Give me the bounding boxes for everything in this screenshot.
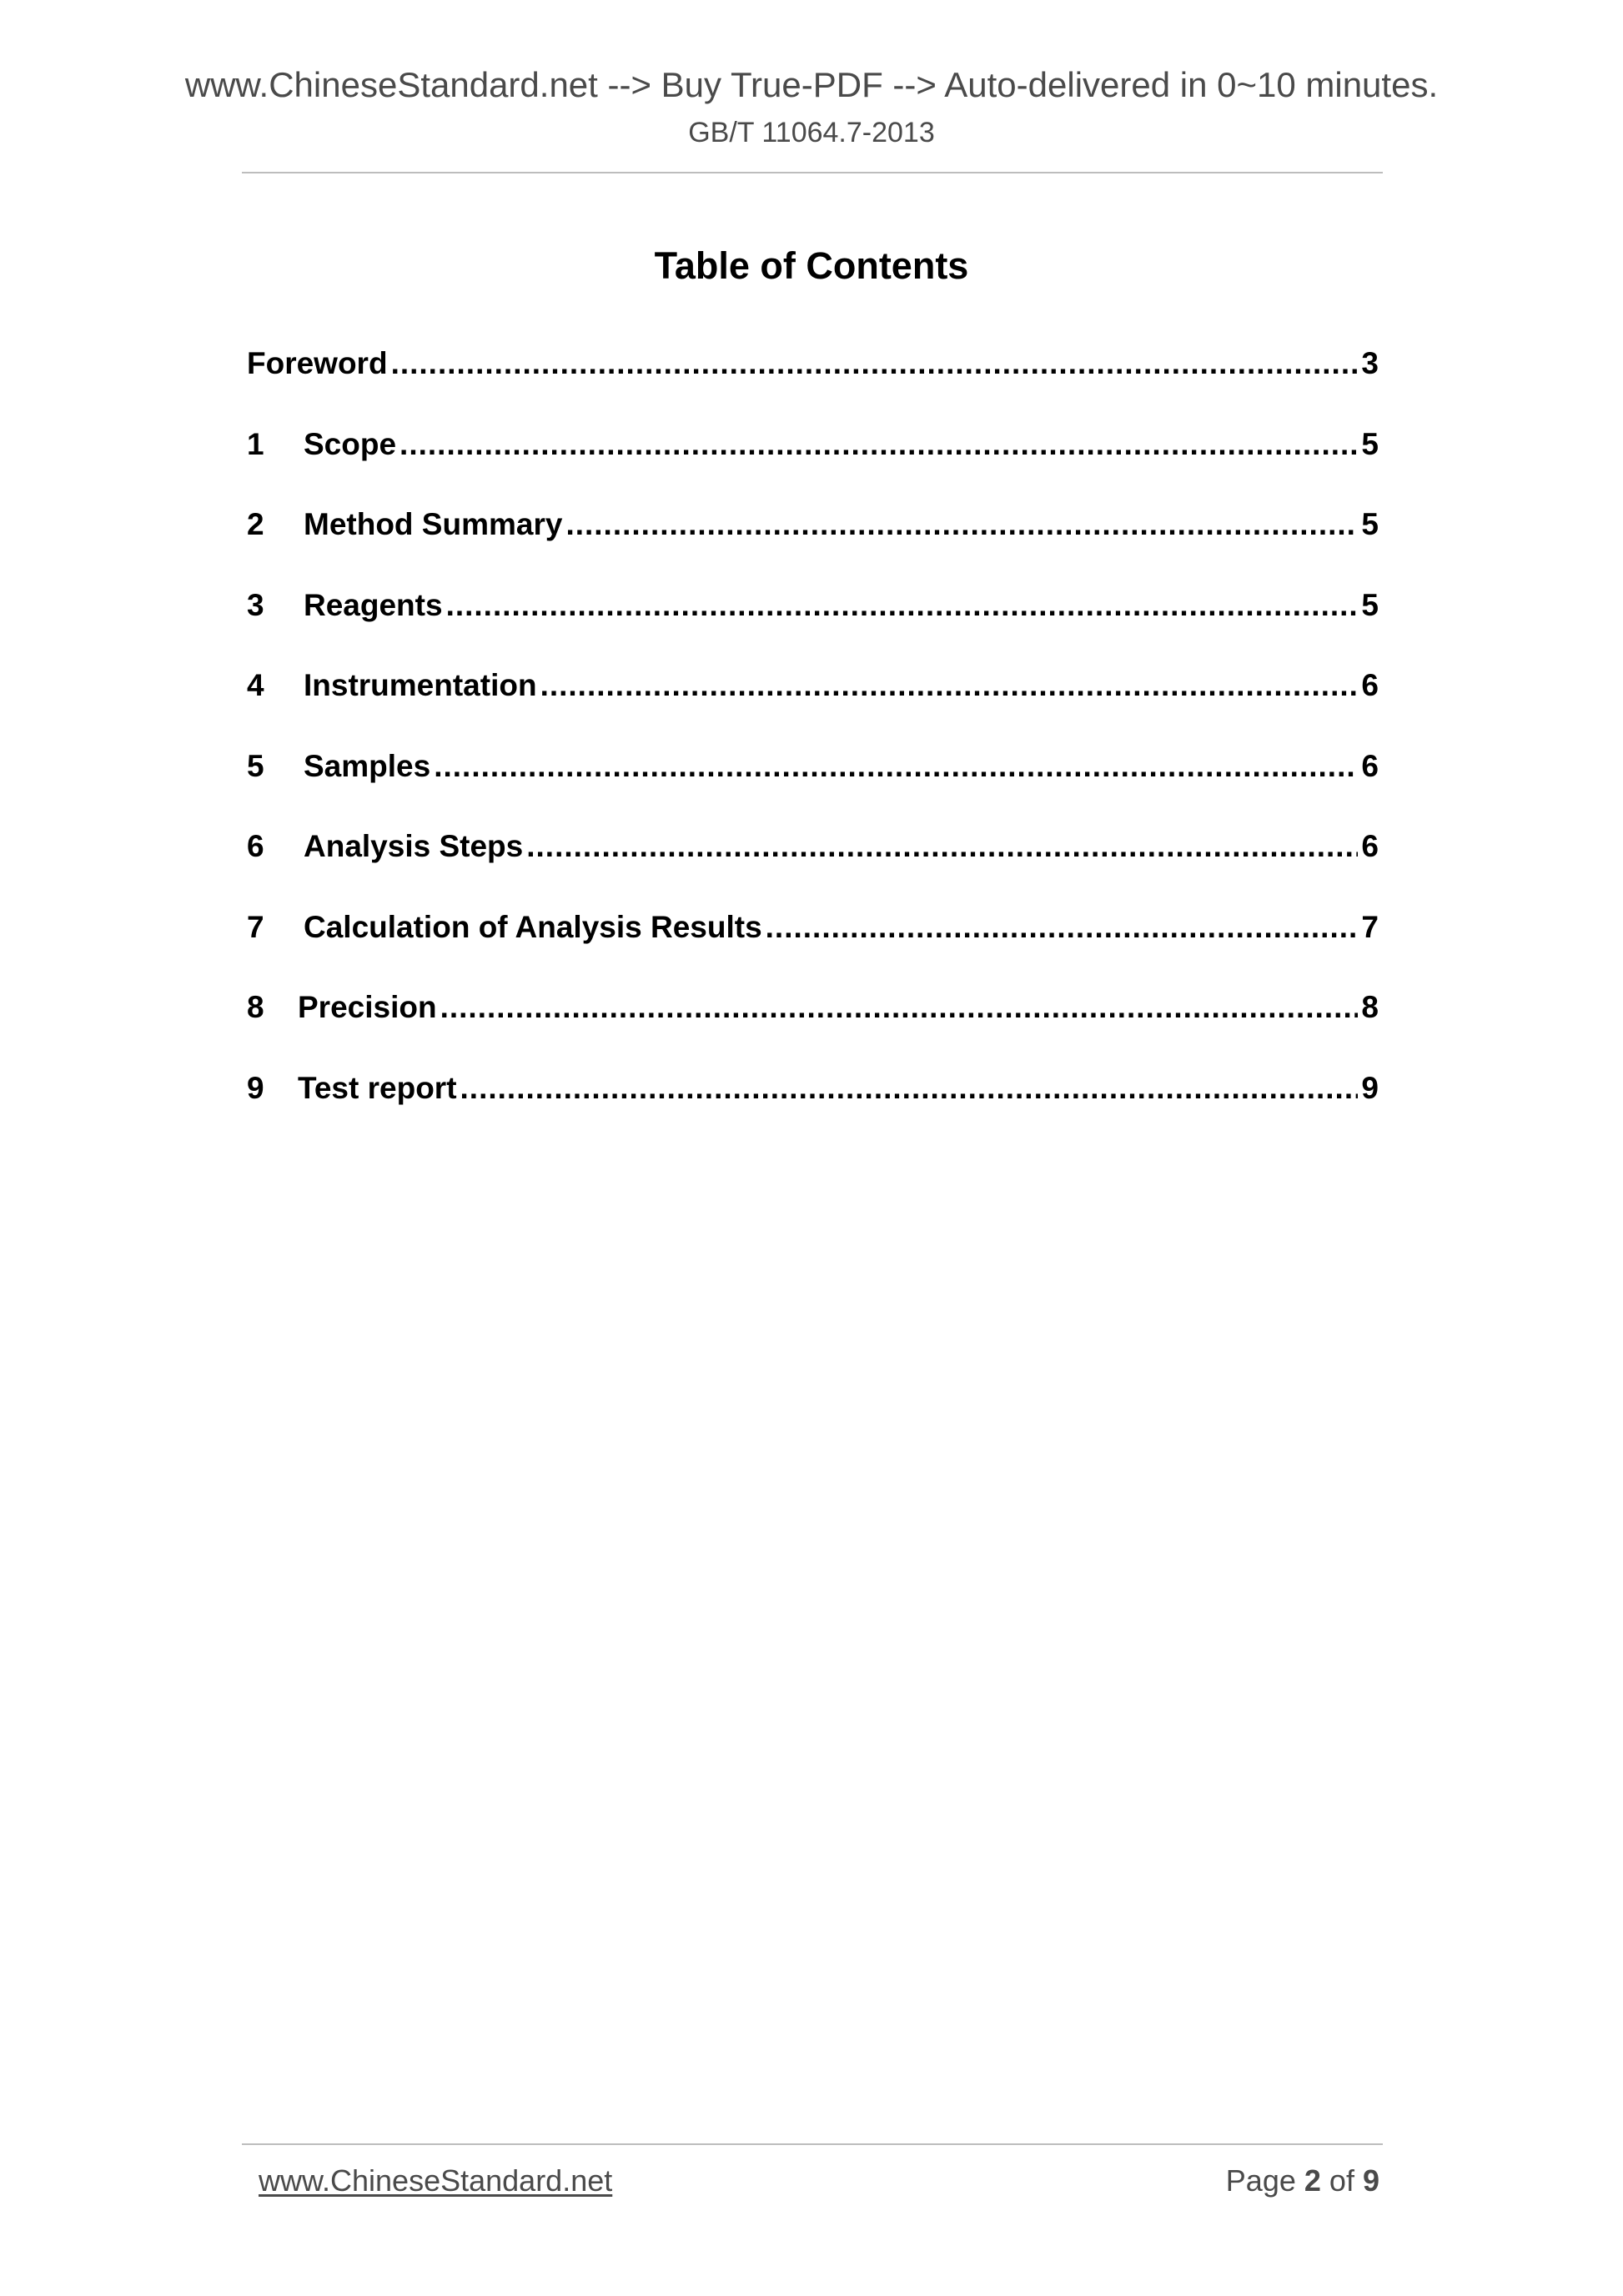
toc-entry-scope[interactable] — [247, 421, 1379, 502]
toc-entry-page: 6 — [1361, 829, 1379, 863]
toc-entry-label: Test report — [298, 1070, 457, 1105]
header-banner: www.ChineseStandard.net --> Buy True-PDF --> Auto-delivered in 0~10 minutes. — [184, 65, 1439, 104]
toc-entry-page: 6 — [1361, 668, 1379, 702]
toc-entry-instrumentation[interactable] — [247, 662, 1379, 743]
toc-entry-page: 5 — [1361, 507, 1379, 541]
toc-leader-dots — [460, 1065, 1359, 1112]
footer-divider — [242, 2143, 1383, 2145]
toc-entry-samples[interactable] — [247, 743, 1379, 824]
toc-entry-analysis-steps[interactable] — [247, 823, 1379, 904]
toc-entry-label: Scope — [304, 426, 397, 461]
page-of: of — [1329, 2163, 1354, 2198]
toc-entry-page: 5 — [1361, 426, 1379, 461]
toc-leader-dots — [434, 743, 1358, 790]
toc-entry-number: 4 — [247, 668, 264, 702]
toc-leader-dots — [565, 501, 1358, 548]
toc-entry-page: 7 — [1361, 909, 1379, 944]
page-current: 2 — [1304, 2163, 1321, 2198]
toc-entry-number: 1 — [247, 426, 264, 461]
toc-entry-label: Precision — [298, 990, 437, 1024]
toc-entry-test-report[interactable] — [247, 1065, 1379, 1146]
toc-leader-dots — [540, 662, 1359, 709]
toc-list — [247, 340, 1379, 1145]
toc-leader-dots — [446, 582, 1359, 629]
toc-entry-label: Calculation of Analysis Results — [304, 909, 762, 944]
page-total: 9 — [1362, 2163, 1379, 2198]
toc-entry-calculation[interactable] — [247, 904, 1379, 985]
footer-website-link[interactable]: www.ChineseStandard.net — [259, 2163, 613, 2198]
toc-leader-dots — [440, 984, 1359, 1031]
toc-entry-label: Method Summary — [304, 507, 563, 541]
toc-entry-reagents[interactable] — [247, 582, 1379, 663]
toc-entry-number: 5 — [247, 748, 264, 783]
toc-leader-dots — [399, 421, 1358, 468]
toc-entry-number: 9 — [247, 1070, 264, 1105]
toc-entry-foreword[interactable] — [247, 340, 1379, 421]
toc-entry-number: 7 — [247, 909, 264, 944]
toc-entry-number: 2 — [247, 507, 264, 541]
toc-entry-label: Foreword — [247, 346, 388, 380]
toc-entry-page: 9 — [1361, 1070, 1379, 1105]
toc-entry-number: 3 — [247, 587, 264, 622]
toc-entry-number: 6 — [247, 829, 264, 863]
toc-entry-label: Reagents — [304, 587, 443, 622]
toc-entry-number: 8 — [247, 990, 264, 1024]
toc-entry-page: 5 — [1361, 587, 1379, 622]
header-divider — [242, 172, 1383, 173]
toc-entry-page: 8 — [1361, 990, 1379, 1024]
page-indicator — [1226, 2163, 1379, 2199]
toc-leader-dots — [766, 904, 1359, 951]
standard-code: GB/T 11064.7-2013 — [688, 117, 935, 148]
toc-entry-page: 6 — [1361, 748, 1379, 783]
toc-leader-dots — [391, 340, 1359, 387]
toc-leader-dots — [526, 823, 1358, 870]
toc-entry-page: 3 — [1361, 346, 1379, 380]
toc-title: Table of Contents — [654, 244, 969, 287]
toc-entry-label: Analysis Steps — [304, 829, 524, 863]
toc-entry-label: Instrumentation — [304, 668, 537, 702]
toc-entry-label: Samples — [304, 748, 431, 783]
page-prefix: Page — [1225, 2163, 1296, 2198]
toc-entry-method-summary[interactable] — [247, 501, 1379, 582]
toc-entry-precision[interactable] — [247, 984, 1379, 1065]
